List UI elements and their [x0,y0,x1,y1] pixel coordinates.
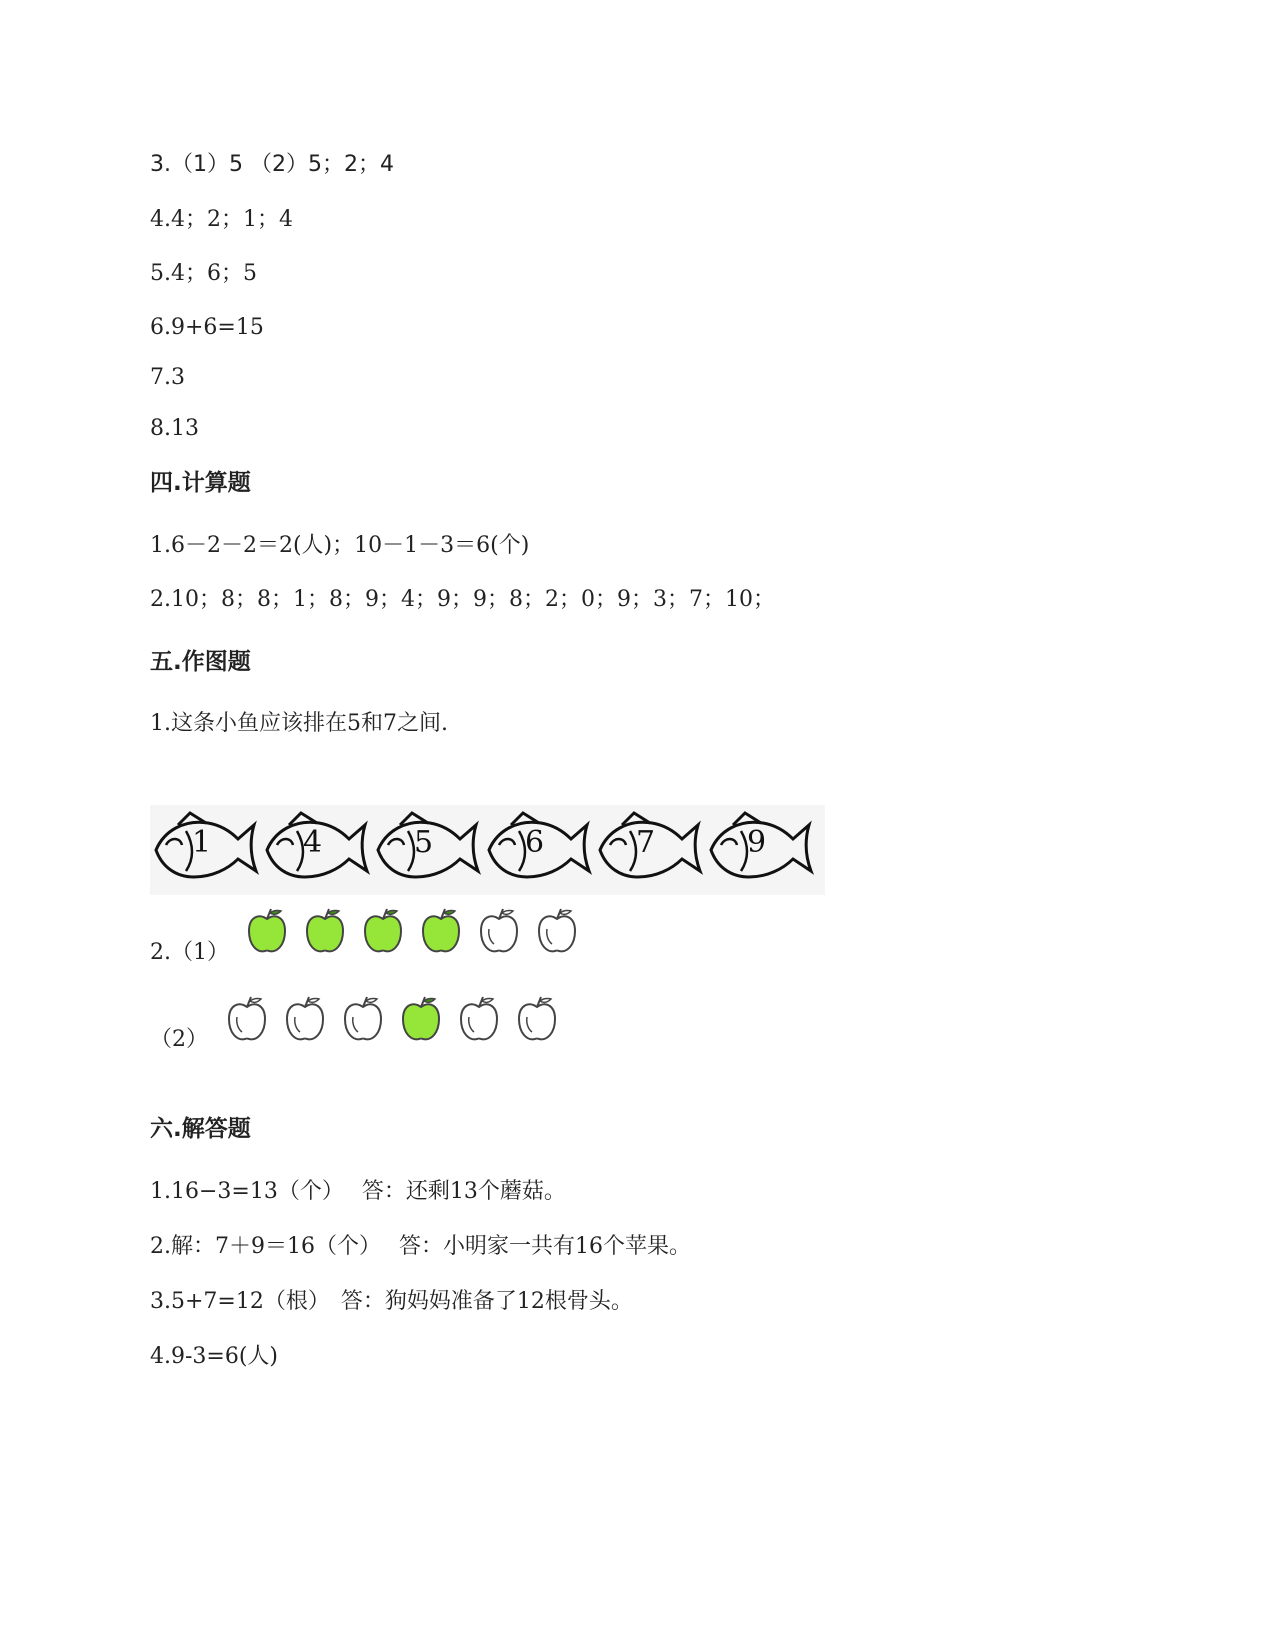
apple-5 [477,905,521,957]
section6-item-1: 1.16−3=13（个） 答：还剩13个蘑菇。 [150,1179,566,1204]
apple-4 [399,993,443,1045]
apple-outline-icon [225,993,269,1045]
fish-2 [261,805,373,895]
apple-4 [419,905,463,957]
fish-row [150,805,825,895]
section6-item-2: 2.解：7＋9＝16（个） 答：小明家一共有16个苹果。 [150,1234,691,1259]
apple-outline-icon [283,993,327,1045]
section6-title: 六.解答题 [150,1116,251,1142]
apple-outline-icon [477,905,521,957]
fish-5 [594,805,706,895]
apple-row-1 [245,905,605,965]
section4-item-2: 2.10；8；8；1；8；9；4；9；9；8；2；0；9；3；7；10； [150,587,775,612]
section6-item-3: 3.5+7=12（根） 答：狗妈妈准备了12根骨头。 [150,1289,633,1314]
section6-item-4: 4.9-3=6(人) [150,1344,279,1369]
answer-5: 5.4；6；5 [150,261,257,286]
apple-outline-icon [535,905,579,957]
answer-4: 4.4；2；1；4 [150,207,293,232]
apple-row-1-label: 2.（1） [150,940,229,965]
green-apple-icon [303,905,347,957]
section5-item-1: 1.这条小鱼应该排在5和7之间. [150,711,448,736]
apple-3 [341,993,385,1045]
fish-number: 5 [414,825,434,860]
apple-2 [303,905,347,957]
fish-3 [372,805,484,895]
section4-item-1: 1.6－2－2＝2(人)；10－1－3＝6(个) [150,533,530,558]
apple-outline-icon [515,993,559,1045]
green-apple-icon [361,905,405,957]
fish-number: 9 [747,825,767,860]
apple-5 [457,993,501,1045]
apple-2 [283,993,327,1045]
fish-number: 4 [303,825,323,860]
answer-6: 6.9+6=15 [150,315,264,340]
apple-3 [361,905,405,957]
fish-number: 6 [525,825,545,860]
fish-number: 7 [636,825,656,860]
section5-title: 五.作图题 [150,649,251,675]
green-apple-icon [245,905,289,957]
apple-1 [245,905,289,957]
apple-outline-icon [457,993,501,1045]
section4-title: 四.计算题 [150,470,251,496]
fish-4 [483,805,595,895]
apple-6 [515,993,559,1045]
green-apple-icon [419,905,463,957]
fish-number: 1 [192,825,212,860]
apple-row-2 [225,993,585,1053]
fish-6 [705,805,817,895]
answer-7: 7.3 [150,365,185,390]
apple-outline-icon [341,993,385,1045]
apple-row-2-label: （2） [150,1027,208,1052]
answer-3: 3.（1）5 （2）5；2；4 [150,152,394,177]
apple-6 [535,905,579,957]
apple-1 [225,993,269,1045]
answer-8: 8.13 [150,416,199,441]
fish-1 [150,805,262,895]
green-apple-icon [399,993,443,1045]
